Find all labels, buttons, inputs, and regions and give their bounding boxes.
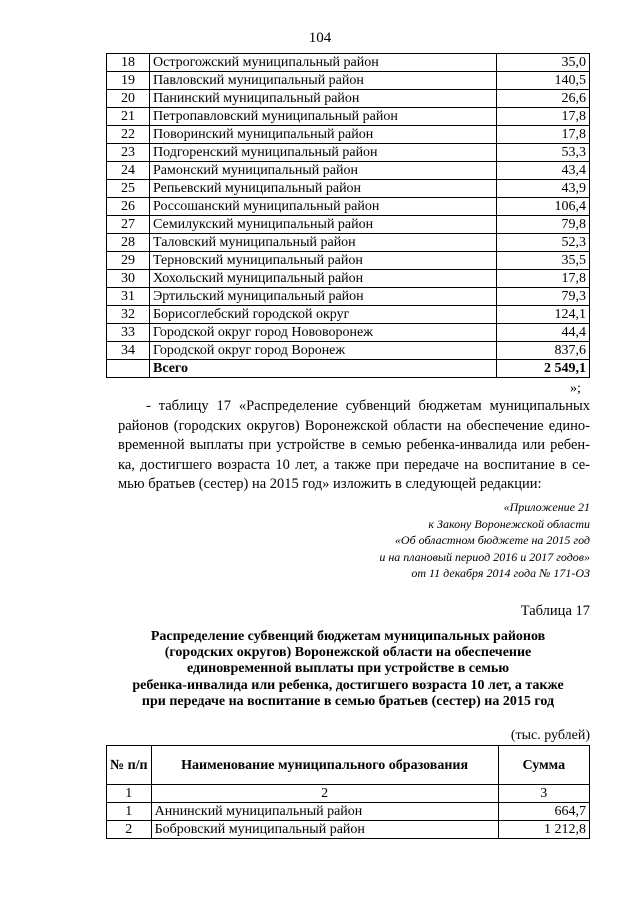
amount: 140,5 — [497, 72, 590, 90]
table-row — [107, 162, 590, 180]
table-row — [107, 90, 590, 108]
header-number: № п/п — [107, 746, 152, 785]
amendment-paragraph: - таблицу 17 «Распределение субвенций бюджетам муниципальных районов (городских округов) Воронежской области на обеспечение едино-временной выплаты при устройстве в семью ребенка-инвалида или ребен-ка, достигшего возраста 10 лет, а также при передаче на воспитание в се-мью братьев (сестер) на 2015 год» изложить в следующей редакции: — [118, 398, 590, 492]
amount: 35,0 — [497, 54, 590, 72]
amount: 1 212,8 — [498, 821, 589, 839]
municipality-name: Хохольский муниципальный район — [150, 270, 497, 288]
row-number: 1 — [107, 803, 152, 821]
municipality-name: Борисоглебский городской округ — [150, 306, 497, 324]
amount: 837,6 — [497, 342, 590, 360]
table-row — [107, 180, 590, 198]
amount: 53,3 — [497, 144, 590, 162]
amount: 79,3 — [497, 288, 590, 306]
row-number: 23 — [107, 144, 150, 162]
municipality-name: Репьевский муниципальный район — [150, 180, 497, 198]
table-row — [107, 252, 590, 270]
municipality-name: Аннинский муниципальный район — [151, 803, 498, 821]
row-number: 34 — [107, 342, 150, 360]
total-label: Всего — [150, 360, 497, 378]
amount: 79,8 — [497, 216, 590, 234]
row-number: 22 — [107, 126, 150, 144]
row-number: 29 — [107, 252, 150, 270]
municipality-name: Рамонский муниципальный район — [150, 162, 497, 180]
index-cell: 3 — [498, 785, 589, 803]
table-row — [107, 270, 590, 288]
table-row — [107, 54, 590, 72]
amount: 52,3 — [497, 234, 590, 252]
municipality-name: Городской округ город Воронеж — [150, 342, 497, 360]
appendix-reference — [300, 499, 590, 582]
table-row — [107, 198, 590, 216]
row-number: 33 — [107, 324, 150, 342]
row-number: 2 — [107, 821, 152, 839]
table-row — [107, 108, 590, 126]
total-row — [107, 360, 590, 378]
appendix-line: «Об областном бюджете на 2015 год — [394, 533, 590, 547]
municipality-name: Петропавловский муниципальный район — [150, 108, 497, 126]
table-row — [107, 216, 590, 234]
row-number: 28 — [107, 234, 150, 252]
row-number: 24 — [107, 162, 150, 180]
amount: 43,4 — [497, 162, 590, 180]
header-sum: Сумма — [498, 746, 589, 785]
row-number: 18 — [107, 54, 150, 72]
units-note: (тыс. рублей) — [510, 728, 590, 743]
amount: 35,5 — [497, 252, 590, 270]
table-label: Таблица 17 — [520, 603, 590, 619]
amount: 664,7 — [498, 803, 589, 821]
column-index-row — [107, 785, 590, 803]
heading-line: ребенка-инвалида или ребенка, достигшего возраста 10 лет, а также — [132, 677, 564, 693]
amount: 26,6 — [497, 90, 590, 108]
row-number: 31 — [107, 288, 150, 306]
appendix-line: «Приложение 21 — [503, 500, 590, 514]
municipality-name: Подгоренский муниципальный район — [150, 144, 497, 162]
table-row — [107, 144, 590, 162]
table-heading — [106, 629, 590, 710]
row-number: 32 — [107, 306, 150, 324]
row-number: 27 — [107, 216, 150, 234]
amount: 17,8 — [497, 270, 590, 288]
row-number: 25 — [107, 180, 150, 198]
amount: 43,9 — [497, 180, 590, 198]
page-number: 104 — [308, 30, 332, 46]
municipality-name: Поворинский муниципальный район — [150, 126, 497, 144]
heading-line: единовременной выплаты при устройстве в семью — [186, 661, 510, 677]
row-number: 26 — [107, 198, 150, 216]
heading-line: Распределение субвенций бюджетам муниципальных районов — [150, 629, 546, 644]
municipality-name: Эртильский муниципальный район — [150, 288, 497, 306]
row-number: 20 — [107, 90, 150, 108]
municipality-name: Панинский муниципальный район — [150, 90, 497, 108]
amount: 17,8 — [497, 108, 590, 126]
row-number: 21 — [107, 108, 150, 126]
table-header-row — [107, 746, 590, 785]
table-row — [107, 324, 590, 342]
municipality-name: Павловский муниципальный район — [150, 72, 497, 90]
index-cell: 2 — [151, 785, 498, 803]
municipality-name: Россошанский муниципальный район — [150, 198, 497, 216]
header-name: Наименование муниципального образования — [151, 746, 498, 785]
municipality-name: Семилукский муниципальный район — [150, 216, 497, 234]
municipality-name: Городской округ город Нововоронеж — [150, 324, 497, 342]
municipality-name: Бобровский муниципальный район — [151, 821, 498, 839]
table-row — [107, 234, 590, 252]
row-number: 19 — [107, 72, 150, 90]
table-row — [107, 821, 590, 839]
closing-quote: »; — [570, 381, 581, 396]
municipality-name: Острогожский муниципальный район — [150, 54, 497, 72]
table-row — [107, 72, 590, 90]
amount: 106,4 — [497, 198, 590, 216]
municipality-name: Таловский муниципальный район — [150, 234, 497, 252]
table-row — [107, 342, 590, 360]
total-number-cell — [107, 360, 150, 378]
table-row — [107, 803, 590, 821]
heading-line: (городских округов) Воронежской области на обеспечение — [164, 645, 532, 661]
table-row — [107, 288, 590, 306]
appendix-line: и на плановый период 2016 и 2017 годов» — [379, 549, 590, 564]
index-cell: 1 — [107, 785, 152, 803]
heading-line: при передаче на воспитание в семью братьев (сестер) на 2015 год — [141, 693, 555, 709]
subsidy-table-17 — [106, 745, 590, 839]
total-value: 2 549,1 — [497, 360, 590, 378]
table-row — [107, 126, 590, 144]
appendix-line: от 11 декабря 2014 года № 171-ОЗ — [411, 566, 590, 580]
appendix-line: к Закону Воронежской области — [428, 516, 590, 531]
amount: 44,4 — [497, 324, 590, 342]
amount: 17,8 — [497, 126, 590, 144]
row-number: 30 — [107, 270, 150, 288]
municipality-name: Терновский муниципальный район — [150, 252, 497, 270]
subsidy-table-continued — [106, 53, 590, 378]
table-row — [107, 306, 590, 324]
amount: 124,1 — [497, 306, 590, 324]
